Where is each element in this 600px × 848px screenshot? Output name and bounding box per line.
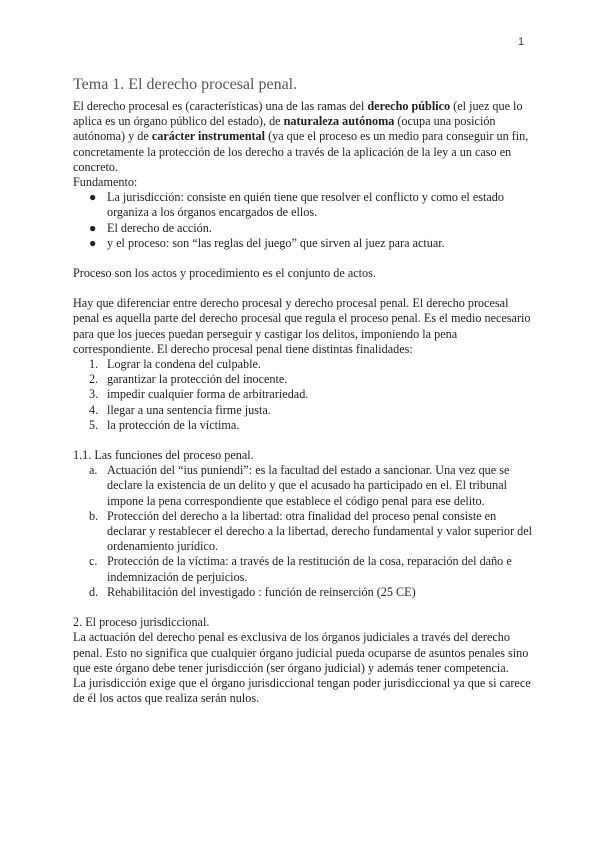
list-item: 3. impedir cualquier forma de arbitrariedad. xyxy=(89,387,309,402)
intro-text-1: El derecho procesal es (características) una de las ramas del xyxy=(73,99,368,113)
list-item: 5. la protección de la víctima. xyxy=(89,417,240,432)
intro-paragraph xyxy=(73,99,533,175)
section-1-1-heading: 1.1. Las funciones del proceso penal. xyxy=(73,448,254,463)
diferenciar-paragraph: Hay que diferenciar entre derecho procesal y derecho procesal penal. El derecho procesal penal es aquella parte del derecho procesal que regula el proceso penal. Es el medio necesario para que los jueces puedan perseguir y castigar los delitos, imponiendo la pena correspondiente. El derecho procesal penal tiene distintas finalidades: xyxy=(73,296,531,356)
list-item: ● El derecho de acción. xyxy=(89,220,212,235)
proceso-paragraph: Proceso son los actos y procedimiento es el conjunto de actos. xyxy=(73,266,376,281)
page-number: 1 xyxy=(518,36,525,48)
intro-bold-derecho-publico: derecho público xyxy=(367,99,451,113)
fundamento-list xyxy=(73,190,533,251)
list-item: c. Protección de la víctima: a través de la restitución de la cosa, reparación del daño e indemnización de perjuicios. xyxy=(89,554,512,584)
fundamento-label: Fundamento: xyxy=(73,175,138,190)
section-2-paragraph-2: La jurisdicción exige que el órgano jurisdiccional tengan poder jurisdiccional ya que si carece de él los actos que realiza serán nulos. xyxy=(73,675,531,706)
section-2-paragraph-1: La actuación del derecho penal es exclusiva de los órganos judiciales a través del derecho penal. Esto no significa que cualquier órgano judicial pueda ocuparse de asuntos penales sino que este órgano debe tener jurisdicción (ser órgano judicial) y además tener competencia. xyxy=(73,630,529,675)
section-2-heading: 2. El proceso jurisdiccional. xyxy=(73,615,210,630)
list-item: 4. llegar a una sentencia firme justa. xyxy=(89,402,271,417)
bullet-marker: ● xyxy=(89,190,97,205)
list-item: 2. garantizar la protección del inocente. xyxy=(89,372,288,387)
list-item: ● y el proceso: son “las reglas del juego” que sirven al juez para actuar. xyxy=(89,235,445,250)
intro-text-2: (el juez que lo aplica es un órgano público del estado), de xyxy=(73,99,523,129)
finalidades-list xyxy=(73,357,533,433)
intro-text-3: (ocupa una posición autónoma) y de xyxy=(73,114,496,144)
bullet-marker: ● xyxy=(89,235,97,250)
list-item: b. Protección del derecho a la libertad: otra finalidad del proceso penal consiste en declarar y restablecer el derecho a la libertad, derecho fundamental y valor superior del ordenamiento jurídico. xyxy=(89,508,532,554)
list-item: ● La jurisdicción: consiste en quién tiene que resolver el conflicto y como el estado organiza a los órganos encargados de ellos. xyxy=(89,190,504,220)
funciones-list xyxy=(73,463,533,600)
list-item: d. Rehabilitación del investigado : función de reinserción (25 CE) xyxy=(89,584,416,599)
list-item: a. Actuación del “ius puniendi”: es la facultad del estado a sancionar. Una vez que se declare la existencia de un delito y que el acusado ha participado en el. El tribunal impone la pena correspondiente que establece el código penal para ese delito. xyxy=(89,463,510,508)
intro-bold-caracter-instrumental: carácter instrumental xyxy=(151,129,266,144)
intro-text-4: (ya que el proceso es un medio para conseguir un fin, concretamente la protección de los derecho a través de la aplicación de la ley a un caso en concreto. xyxy=(73,129,529,174)
page-title: Tema 1. El derecho procesal penal. xyxy=(73,76,298,93)
list-item: 1. Lograr la condena del culpable. xyxy=(89,357,261,372)
intro-bold-naturaleza-autonoma: naturaleza autónoma xyxy=(283,114,395,129)
document-body xyxy=(73,75,533,706)
bullet-marker: ● xyxy=(89,220,97,235)
